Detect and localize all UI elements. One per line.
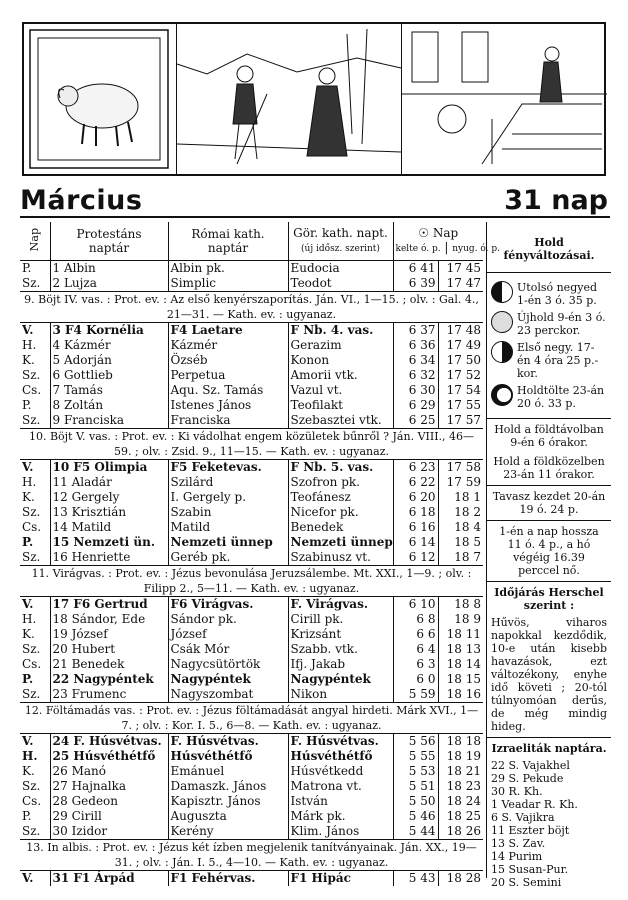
calendar-row: [20, 642, 483, 657]
weekday-cell: V.: [20, 597, 50, 613]
roman-catholic-cell: József: [168, 627, 288, 642]
jewish-calendar-item: 1 Veadar R. Kh.: [491, 798, 578, 811]
house-scene-panel: [402, 24, 607, 174]
sunset-cell: 18 15: [438, 672, 483, 687]
protestant-cell: 9 Franciska: [50, 413, 168, 429]
greek-catholic-cell: Teodot: [288, 276, 393, 292]
sunset-cell: 18 25: [438, 809, 483, 824]
jewish-calendar-item: 20 S. Semini: [491, 876, 562, 889]
greek-catholic-cell: Nicefor pk.: [288, 505, 393, 520]
calendar-row: [20, 809, 483, 824]
calendar-row: [20, 871, 483, 887]
weekday-cell: Sz.: [22, 779, 41, 793]
roman-catholic-cell: Kapisztr. János: [168, 794, 288, 809]
title-rule: [20, 216, 610, 218]
sunset-cell: 18 23: [438, 779, 483, 794]
col-roman-catholic: Római kath. naptár: [168, 222, 288, 261]
weekday-cell: Sz.: [22, 550, 41, 564]
sunset-cell: 18 7: [438, 550, 483, 566]
greek-catholic-cell: Szabb. vtk.: [288, 642, 393, 657]
day-length: 1-én a nap hossza 11 ó. 4 p., a hó végéig 16.39 perccel nő.: [487, 521, 611, 582]
calendar-row: [20, 261, 483, 277]
roman-catholic-cell: F1 Fehérvas.: [168, 871, 288, 887]
calendar-row: [20, 368, 483, 383]
sunrise-cell: 6 18: [393, 505, 438, 520]
roman-catholic-cell: F. Húsvétvas.: [168, 734, 288, 750]
sunrise-cell: 6 23: [393, 460, 438, 476]
greek-catholic-cell: F1 Hipác: [288, 871, 393, 887]
sunrise-cell: 6 20: [393, 490, 438, 505]
weekday-cell: V.: [20, 871, 50, 887]
roman-catholic-cell: Simplic: [168, 276, 288, 292]
sunrise-cell: 6 0: [393, 672, 438, 687]
greek-catholic-cell: Nemzeti ünnep: [288, 535, 393, 550]
protestant-cell: 15 Nemzeti ün.: [50, 535, 168, 550]
protestant-cell: 20 Hubert: [50, 642, 168, 657]
week-note: 11. Virágvas. : Prot. ev. : Jézus bevonulása Jeruzsálembe. Mt. XXI., 1—9. ; olv. : Filipp 2., 5—11. — Kath. ev. : ugyanaz.: [20, 566, 483, 597]
month-title: Március: [20, 185, 143, 216]
protestant-cell: 13 Krisztián: [50, 505, 168, 520]
sunset-cell: 17 54: [438, 383, 483, 398]
roman-catholic-cell: F4 Laetare: [168, 323, 288, 339]
sunrise-cell: 6 22: [393, 475, 438, 490]
sunrise-cell: 5 43: [393, 871, 438, 887]
sunset-cell: 18 4: [438, 520, 483, 535]
header-illustration: [22, 22, 606, 176]
protestant-cell: 2 Lujza: [50, 276, 168, 292]
sunrise-cell: 6 36: [393, 338, 438, 353]
weekday-cell: Cs.: [22, 657, 42, 671]
calendar-row: [20, 413, 483, 429]
sunrise-cell: 6 30: [393, 383, 438, 398]
greek-catholic-cell: Ifj. Jakab: [288, 657, 393, 672]
roman-catholic-cell: Franciska: [168, 413, 288, 429]
weekday-cell: Sz.: [22, 687, 41, 701]
calendar-row: [20, 505, 483, 520]
weekday-cell: Sz.: [22, 413, 41, 427]
calendar-row: [20, 276, 483, 292]
jewish-calendar-title: Izraeliták naptára.: [491, 742, 607, 755]
protestant-cell: 6 Gottlieb: [50, 368, 168, 383]
sunset-cell: 18 19: [438, 749, 483, 764]
jewish-calendar: [487, 738, 611, 893]
calendar-table: [20, 222, 501, 886]
roman-catholic-cell: Perpetua: [168, 368, 288, 383]
roman-catholic-cell: Damaszk. János: [168, 779, 288, 794]
sunset-cell: 18 2: [438, 505, 483, 520]
col-sun: ☉ Nap kelte ó. p. | nyug. ó. p.: [393, 222, 483, 261]
greek-catholic-cell: Húsvéthétfő: [288, 749, 393, 764]
greek-catholic-cell: F. Virágvas.: [288, 597, 393, 613]
protestant-cell: 5 Adorján: [50, 353, 168, 368]
greek-catholic-cell: Vazul vt.: [288, 383, 393, 398]
sunrise-cell: 6 41: [393, 261, 438, 277]
week-note: 9. Böjt IV. vas. : Prot. ev. : Az első kenyérszaporítás. Ján. VI., 1—15. ; olv. : Gal. 4., 21—31. — Kath. ev. : ugyanaz.: [20, 292, 483, 323]
calendar-row: [20, 398, 483, 413]
greek-catholic-cell: Nagypéntek: [288, 672, 393, 687]
sunrise-cell: 6 37: [393, 323, 438, 339]
sunset-cell: 18 1: [438, 490, 483, 505]
sunrise-cell: 5 59: [393, 687, 438, 703]
sunrise-cell: 5 46: [393, 809, 438, 824]
calendar-row: [20, 535, 483, 550]
greek-catholic-cell: István: [288, 794, 393, 809]
protestant-cell: 12 Gergely: [50, 490, 168, 505]
weekday-cell: V.: [20, 460, 50, 476]
sunset-cell: 18 9: [438, 612, 483, 627]
zodiac-ram-panel: [24, 24, 177, 174]
calendar-row: [20, 475, 483, 490]
protestant-cell: 22 Nagypéntek: [50, 672, 168, 687]
jewish-calendar-item: 30 R. Kh.: [491, 785, 543, 798]
roman-catholic-cell: Nemzeti ünnep: [168, 535, 288, 550]
weekday-cell: H.: [22, 612, 37, 626]
jewish-calendar-item: 22 S. Vajakhel: [491, 759, 570, 772]
weather-block: [487, 582, 611, 738]
protestant-cell: 17 F6 Gertrud: [50, 597, 168, 613]
sunset-cell: 18 18: [438, 734, 483, 750]
protestant-cell: 19 József: [50, 627, 168, 642]
sunrise-cell: 5 55: [393, 749, 438, 764]
week-note: 13. In albis. : Prot. ev. : Jézus két ízben megjelenik tanítványainak. Ján. XX., 19—31. ; olv. : Ján. I. 5., 4—10. — Kath. ev. : ugyanaz.: [20, 840, 483, 871]
sunrise-cell: 6 32: [393, 368, 438, 383]
sunset-cell: 17 58: [438, 460, 483, 476]
weather-text: Hűvös, viharos napokkal kezdődik, 10-e után kisebb havazások, ezt változékony, enyhe idő követi ; 20-tól túlnyomóan derűs, de még mindig hideg.: [491, 616, 607, 733]
calendar-row: [20, 353, 483, 368]
weekday-cell: K.: [22, 764, 35, 778]
roman-catholic-cell: Matild: [168, 520, 288, 535]
protestant-cell: 18 Sándor, Ede: [50, 612, 168, 627]
calendar-header-row: [20, 222, 483, 261]
calendar-row: [20, 460, 483, 476]
sunrise-cell: 6 25: [393, 413, 438, 429]
moon-phase-last-quarter: Utolsó negyed 1-én 3 ó. 35 p.: [491, 281, 607, 307]
greek-catholic-cell: Konon: [288, 353, 393, 368]
sunset-cell: 18 21: [438, 764, 483, 779]
greek-catholic-cell: Eudocia: [288, 261, 393, 277]
weekday-cell: Sz.: [22, 642, 41, 656]
roman-catholic-cell: Szilárd: [168, 475, 288, 490]
calendar-row: [20, 490, 483, 505]
greek-catholic-cell: Márk pk.: [288, 809, 393, 824]
sunset-cell: 17 47: [438, 276, 483, 292]
roman-catholic-cell: Nagyszombat: [168, 687, 288, 703]
first-quarter-moon-icon: [491, 341, 513, 363]
week-note-row: [20, 429, 483, 460]
roman-catholic-cell: Kerény: [168, 824, 288, 840]
roman-catholic-cell: Húsvéthétfő: [168, 749, 288, 764]
calendar-row: [20, 383, 483, 398]
sunset-cell: 18 28: [438, 871, 483, 887]
protestant-cell: 11 Aladár: [50, 475, 168, 490]
protestant-cell: 21 Benedek: [50, 657, 168, 672]
protestant-cell: 16 Henriette: [50, 550, 168, 566]
protestant-cell: 4 Kázmér: [50, 338, 168, 353]
week-note-row: [20, 840, 483, 871]
roman-catholic-cell: Albin pk.: [168, 261, 288, 277]
sunset-cell: 17 52: [438, 368, 483, 383]
roman-catholic-cell: F6 Virágvas.: [168, 597, 288, 613]
calendar-row: [20, 323, 483, 339]
sunset-cell: 17 45: [438, 261, 483, 277]
col-nap: Nap: [20, 222, 50, 261]
greek-catholic-cell: Benedek: [288, 520, 393, 535]
col-protestant: Protestáns naptár: [50, 222, 168, 261]
sunrise-cell: 6 8: [393, 612, 438, 627]
roman-catholic-cell: Auguszta: [168, 809, 288, 824]
weekday-cell: Sz.: [22, 276, 41, 290]
weekday-cell: Sz.: [22, 505, 41, 519]
greek-catholic-cell: Krizsánt: [288, 627, 393, 642]
protestant-cell: 14 Matild: [50, 520, 168, 535]
week-note-row: [20, 292, 483, 323]
weekday-cell: K.: [22, 627, 35, 641]
moon-phase-new: Újhold 9-én 3 ó. 23 perckor.: [491, 311, 607, 337]
weekday-cell: Cs.: [22, 794, 42, 808]
sunset-cell: 18 8: [438, 597, 483, 613]
roman-catholic-cell: Özséb: [168, 353, 288, 368]
last-quarter-moon-icon: [491, 281, 513, 303]
greek-catholic-cell: Gerazim: [288, 338, 393, 353]
jewish-calendar-item: 11 Eszter böjt: [491, 824, 570, 837]
protestant-cell: 26 Manó: [50, 764, 168, 779]
roman-catholic-cell: F5 Feketevas.: [168, 460, 288, 476]
calendar-row: [20, 612, 483, 627]
weekday-cell: V.: [20, 323, 50, 339]
moon-phase-first-quarter: Első negy. 17-én 4 óra 25 p.-kor.: [491, 341, 607, 380]
weekday-cell: Cs.: [22, 383, 42, 397]
roman-catholic-cell: Csák Mór: [168, 642, 288, 657]
roman-catholic-cell: Istenes János: [168, 398, 288, 413]
sunrise-cell: 6 4: [393, 642, 438, 657]
weekday-cell: Sz.: [22, 824, 41, 838]
protestant-cell: 1 Albin: [50, 261, 168, 277]
weekday-cell: P.: [22, 398, 32, 412]
protestant-cell: 8 Zoltán: [50, 398, 168, 413]
sunrise-cell: 5 56: [393, 734, 438, 750]
week-note-row: [20, 703, 483, 734]
protestant-cell: 24 F. Húsvétvas.: [50, 734, 168, 750]
roman-catholic-cell: I. Gergely p.: [168, 490, 288, 505]
roman-catholic-cell: Emánuel: [168, 764, 288, 779]
protestant-cell: 23 Frumenc: [50, 687, 168, 703]
sunrise-cell: 5 50: [393, 794, 438, 809]
sunrise-cell: 6 10: [393, 597, 438, 613]
sunset-cell: 18 11: [438, 627, 483, 642]
sunset-cell: 18 5: [438, 535, 483, 550]
greek-catholic-cell: Szebasztei vtk.: [288, 413, 393, 429]
garden-scene-panel: [177, 24, 402, 174]
sunset-cell: 18 16: [438, 687, 483, 703]
roman-catholic-cell: Aqu. Sz. Tamás: [168, 383, 288, 398]
calendar-row: [20, 550, 483, 566]
jewish-calendar-item: 13 S. Zav.: [491, 837, 546, 850]
weekday-cell: Cs.: [22, 520, 42, 534]
days-count: 31 nap: [504, 185, 608, 216]
new-moon-icon: [491, 311, 513, 333]
moon-phase-full: Holdtölte 23-án 20 ó. 33 p.: [491, 384, 607, 410]
greek-catholic-cell: Klim. János: [288, 824, 393, 840]
weekday-cell: H.: [22, 475, 37, 489]
jewish-calendar-item: 14 Purim: [491, 850, 543, 863]
greek-catholic-cell: F Nb. 4. vas.: [288, 323, 393, 339]
jewish-calendar-item: 6 S. Vajikra: [491, 811, 555, 824]
jewish-calendar-item: 15 Susan-Pur.: [491, 863, 569, 876]
sunrise-cell: 6 3: [393, 657, 438, 672]
moon-distance: Hold a földtávolban 9-én 6 órakor. Hold a földközelben 23-án 11 órakor.: [487, 419, 611, 486]
calendar-row: [20, 657, 483, 672]
spring-start: Tavasz kezdet 20-án 19 ó. 24 p.: [487, 486, 611, 521]
sunset-cell: 18 24: [438, 794, 483, 809]
jewish-calendar-item: 29 S. Pekude: [491, 772, 564, 785]
weekday-cell: P.: [22, 809, 32, 823]
calendar-row: [20, 764, 483, 779]
protestant-cell: 30 Izidor: [50, 824, 168, 840]
weekday-cell: H.: [22, 338, 37, 352]
calendar-row: [20, 520, 483, 535]
calendar-row: [20, 597, 483, 613]
sunrise-cell: 6 12: [393, 550, 438, 566]
roman-catholic-cell: Kázmér: [168, 338, 288, 353]
col-greek-catholic: Gör. kath. napt. (új idősz. szerint): [288, 222, 393, 261]
sunset-cell: 17 49: [438, 338, 483, 353]
greek-catholic-cell: F Nb. 5. vas.: [288, 460, 393, 476]
calendar-row: [20, 824, 483, 840]
greek-catholic-cell: Teofilakt: [288, 398, 393, 413]
sunset-cell: 18 14: [438, 657, 483, 672]
moon-phases-title: Hold fényváltozásai.: [487, 222, 611, 273]
week-note: 10. Böjt V. vas. : Prot. ev. : Ki vádolhat engem közületek bűnről ? Ján. VIII., 46—59. ; olv. : Zsid. 9., 11—15. — Kath. ev. : ugyanaz.: [20, 429, 483, 460]
full-moon-icon: [491, 384, 513, 406]
sunset-cell: 18 13: [438, 642, 483, 657]
weekday-cell: H.: [22, 749, 38, 763]
weekday-cell: P.: [20, 261, 50, 277]
sunrise-cell: 6 16: [393, 520, 438, 535]
sunrise-cell: 6 6: [393, 627, 438, 642]
roman-catholic-cell: Nagycsütörtök: [168, 657, 288, 672]
greek-catholic-cell: Szabinusz vt.: [288, 550, 393, 566]
weekday-cell: Sz.: [22, 368, 41, 382]
weekday-cell: V.: [20, 734, 50, 750]
sunset-cell: 17 48: [438, 323, 483, 339]
sunrise-cell: 5 44: [393, 824, 438, 840]
protestant-cell: 27 Hajnalka: [50, 779, 168, 794]
sunrise-cell: 6 34: [393, 353, 438, 368]
greek-catholic-cell: Amorii vtk.: [288, 368, 393, 383]
weekday-cell: P.: [22, 672, 34, 686]
sunset-cell: 17 57: [438, 413, 483, 429]
greek-catholic-cell: Matrona vt.: [288, 779, 393, 794]
protestant-cell: 31 F1 Árpád: [50, 871, 168, 887]
sunset-cell: 17 50: [438, 353, 483, 368]
side-panel: [486, 222, 611, 889]
calendar-row: [20, 734, 483, 750]
greek-catholic-cell: Húsvétkedd: [288, 764, 393, 779]
protestant-cell: 3 F4 Kornélia: [50, 323, 168, 339]
moon-phases: [487, 273, 611, 419]
sunrise-cell: 6 39: [393, 276, 438, 292]
roman-catholic-cell: Geréb pk.: [168, 550, 288, 566]
protestant-cell: 29 Cirill: [50, 809, 168, 824]
protestant-cell: 25 Húsvéthétfő: [50, 749, 168, 764]
greek-catholic-cell: Nikon: [288, 687, 393, 703]
protestant-cell: 7 Tamás: [50, 383, 168, 398]
calendar-row: [20, 338, 483, 353]
greek-catholic-cell: Teofánesz: [288, 490, 393, 505]
weekday-cell: P.: [22, 535, 34, 549]
calendar-row: [20, 672, 483, 687]
week-note-row: [20, 566, 483, 597]
calendar-row: [20, 687, 483, 703]
greek-catholic-cell: Cirill pk.: [288, 612, 393, 627]
sunrise-cell: 6 14: [393, 535, 438, 550]
greek-catholic-cell: Szofron pk.: [288, 475, 393, 490]
calendar-row: [20, 779, 483, 794]
calendar-row: [20, 749, 483, 764]
sunset-cell: 17 59: [438, 475, 483, 490]
weekday-cell: K.: [22, 353, 35, 367]
sunrise-cell: 5 51: [393, 779, 438, 794]
protestant-cell: 28 Gedeon: [50, 794, 168, 809]
weather-title: Időjárás Herschel szerint :: [494, 586, 604, 612]
protestant-cell: 10 F5 Olimpia: [50, 460, 168, 476]
weekday-cell: K.: [22, 490, 35, 504]
roman-catholic-cell: Sándor pk.: [168, 612, 288, 627]
calendar-row: [20, 627, 483, 642]
sunrise-cell: 5 53: [393, 764, 438, 779]
greek-catholic-cell: F. Húsvétvas.: [288, 734, 393, 750]
roman-catholic-cell: Szabin: [168, 505, 288, 520]
sunset-cell: 17 55: [438, 398, 483, 413]
roman-catholic-cell: Nagypéntek: [168, 672, 288, 687]
week-note: 12. Föltámadás vas. : Prot. ev. : Jézus föltámadását angyal hirdeti. Márk XVI., 1—7. ; olv. : Kor. I. 5., 6—8. — Kath. ev. : ugyanaz.: [20, 703, 483, 734]
calendar-row: [20, 794, 483, 809]
sunrise-cell: 6 29: [393, 398, 438, 413]
sunset-cell: 18 26: [438, 824, 483, 840]
